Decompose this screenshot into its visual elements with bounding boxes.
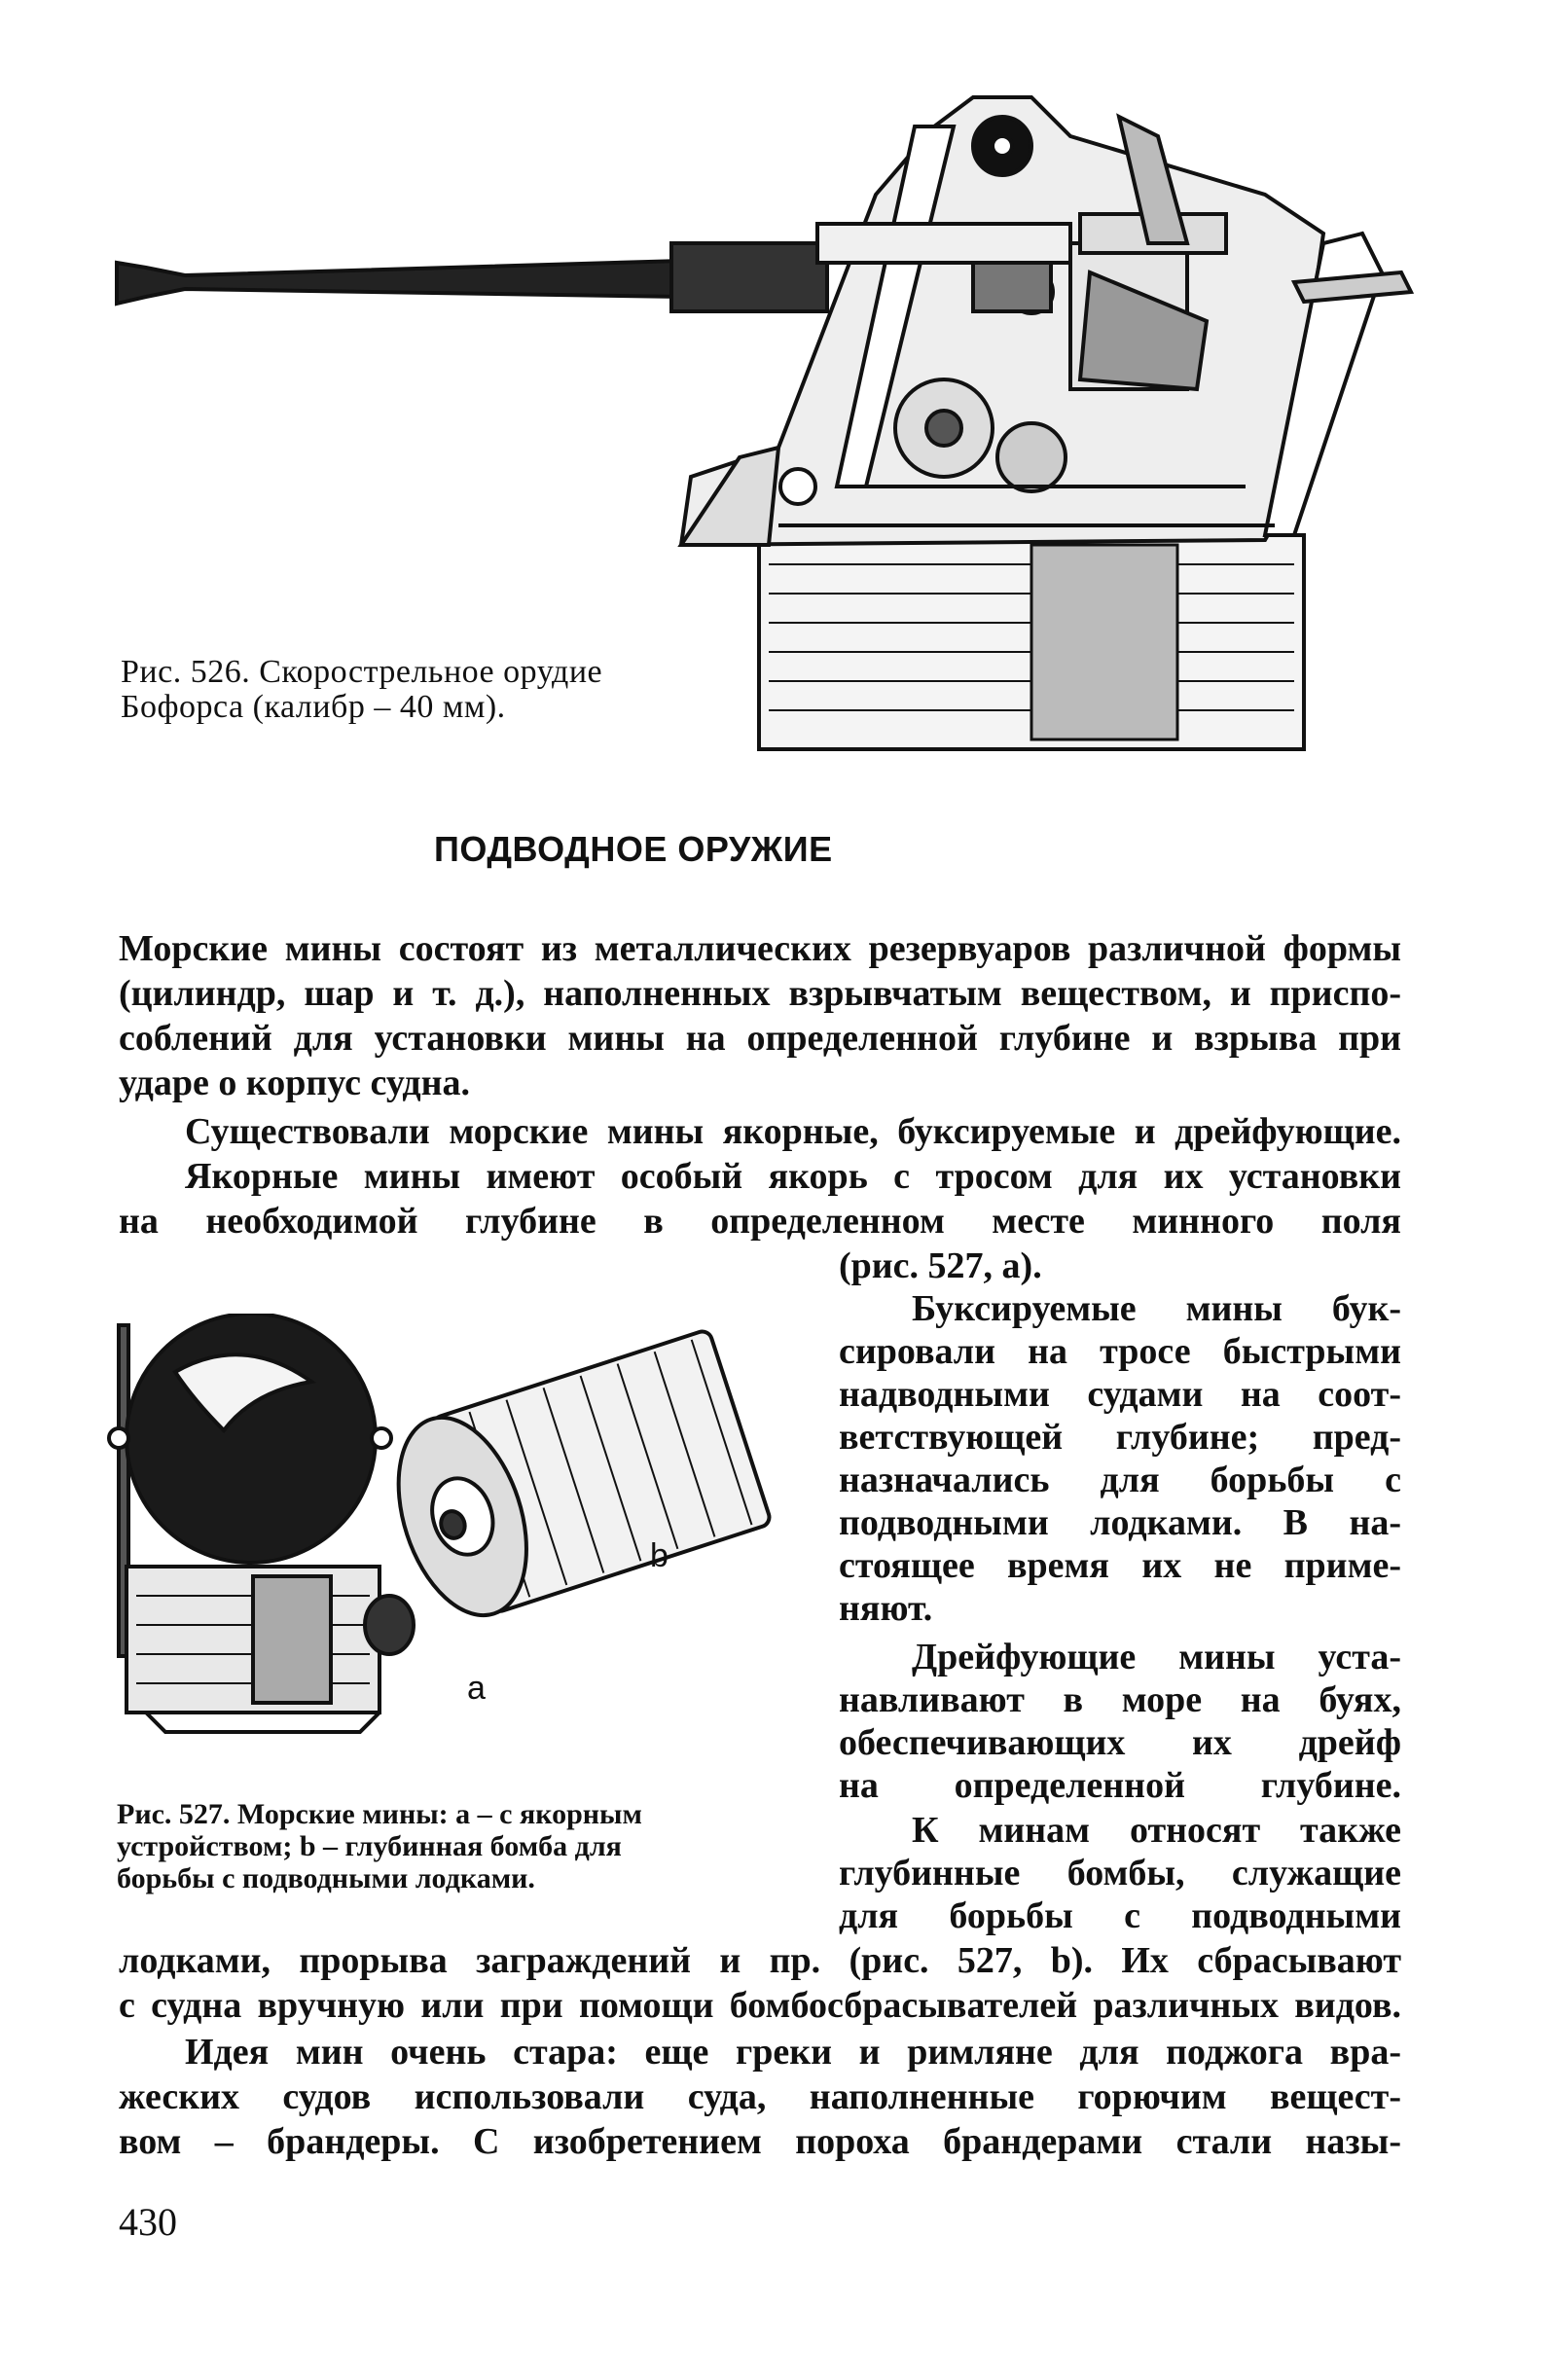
- rc-line-7: няют.: [839, 1588, 933, 1629]
- figure-527-caption: [117, 1798, 642, 1894]
- figure-527-label-b: b: [650, 1537, 669, 1574]
- rc-line-8: Дрейфующие мины уста-: [912, 1637, 1401, 1677]
- p1-line3: соблений для установки мины на определенной глубине и взрыва при: [119, 1018, 1401, 1059]
- page-number: 430: [119, 2200, 177, 2244]
- rc-line-6: стоящее время их не приме-: [839, 1545, 1401, 1586]
- section-title: ПОДВОДНОЕ ОРУЖИЕ: [434, 829, 833, 869]
- rc-line-10: обеспечивающих их дрейф: [839, 1722, 1401, 1763]
- p1-line1-rest: состоят из металлических резервуаров различной формы: [381, 928, 1401, 969]
- bottom-line-3: жеских судов использовали суда, наполненные горючим вещест-: [119, 2076, 1401, 2117]
- figure-526-caption-line1: Рис. 526. Скорострельное орудие: [121, 654, 603, 690]
- figure-527-caption-line3: борьбы с подводными лодками.: [117, 1862, 535, 1894]
- bottom-line-4: вом – брандеры. С изобретением пороха брандерами стали назы-: [119, 2121, 1401, 2162]
- bottom-line-2: Идея мин очень стара: еще греки и римляне для поджога вра-: [185, 2032, 1401, 2073]
- p1-line2: (цилиндр, шар и т. д.), наполненных взрывчатым веществом, и приспо-: [119, 973, 1401, 1014]
- figure-527-caption-line2: устройством; b – глубинная бомба для: [117, 1830, 622, 1862]
- rc-line-5: подводными лодками. В на-: [839, 1502, 1401, 1543]
- p1-lead-term: Морские мины: [119, 928, 382, 969]
- p3-line1: Якорные мины имеют особый якорь с тросом для их установки: [185, 1156, 1401, 1197]
- rc-line-9: навливают в море на буях,: [839, 1679, 1401, 1720]
- p1-line4: ударе о корпус судна.: [119, 1063, 471, 1103]
- figure-526-caption-line2: Бофорса (калибр – 40 мм).: [121, 689, 506, 725]
- figure-526-caption: [121, 655, 602, 725]
- rc-line-3: ветствующей глубине; пред-: [839, 1417, 1401, 1458]
- rc-line-4: назначались для борьбы с: [839, 1460, 1401, 1500]
- rc-line-11: на определенной глубине.: [839, 1765, 1401, 1806]
- rc-line-14: для борьбы с подводными: [839, 1895, 1401, 1936]
- rc-line-1: сировали на тросе быстрыми: [839, 1331, 1401, 1372]
- p3-line2: на необходимой глубине в определенном месте минного поля: [119, 1201, 1401, 1242]
- p3-line3: (рис. 527, а).: [839, 1245, 1042, 1286]
- figure-527-label-a: а: [467, 1670, 486, 1707]
- p1-line1: [119, 926, 1401, 971]
- rc-line-13: глубинные бомбы, служащие: [839, 1853, 1401, 1893]
- sea-mines-illustration: [107, 1314, 808, 1742]
- rc-line-2: надводными судами на соот-: [839, 1374, 1401, 1415]
- figure-527-caption-line1: Рис. 527. Морские мины: а – с якорным: [117, 1798, 642, 1830]
- bottom-line-0: лодками, прорыва заграждений и пр. (рис. 527, b). Их сбрасывают: [119, 1940, 1401, 1981]
- p2: Существовали морские мины якорные, буксируемые и дрейфующие.: [185, 1111, 1401, 1152]
- rc-line-0: Буксируемые мины бук-: [912, 1288, 1401, 1329]
- rc-line-12: К минам относят также: [912, 1810, 1401, 1851]
- bottom-line-1: с судна вручную или при помощи бомбосбрасывателей различных видов.: [119, 1985, 1401, 2026]
